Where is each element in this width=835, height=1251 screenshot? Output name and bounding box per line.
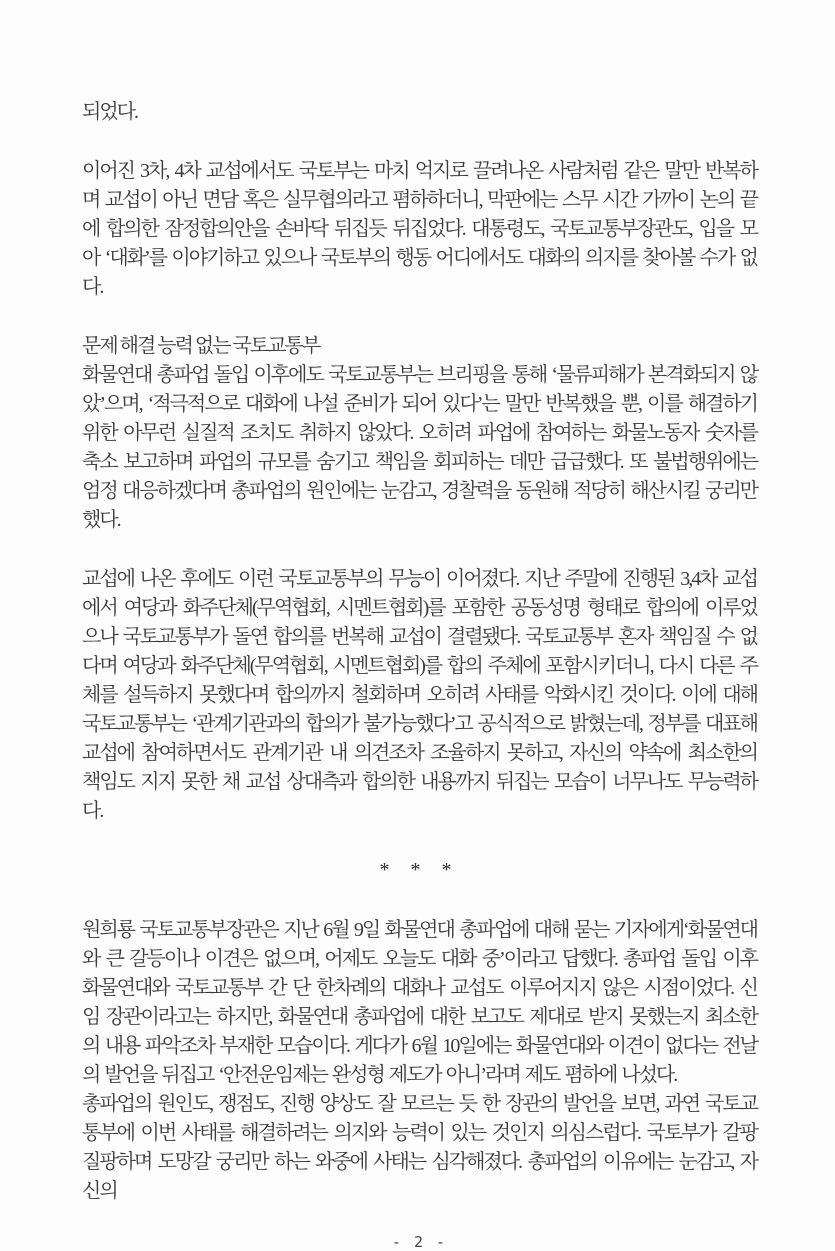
page-number: - 2 - — [391, 1233, 448, 1251]
paragraph-carryover: 되었다. — [82, 101, 137, 123]
paragraph-breakdown: 교섭에 나온 후에도 이런 국토교통부의 무능이 이어졌다. 지난 주말에 진행된 3,4차 교섭에서 여당과 화주단체(무역협회, 시멘트협회)를 포함한 공동성명 형태로 합의에 이루었으나 국토교통부가 돌연 합의를 번복해 교섭이 결렬됐다. 국토교통부 혼자 책임질 수 없다며 여당과 화주단체(무역협회, 시멘트협회)를 합의 주체에 포함시키더니, 다시 다른 주체를 설득하지 못했다며 합의까지 철회하며 오히려 사태를 악화시킨 것이다. 이에 대해 국토교통부는 ‘관계기관과의 합의가 불가능했다’고 공식적으로 밝혔는데, 정부를 대표해 교섭에 참여하면서도 관계기관 내 의견조차 조율하지 못하고, 자신의 약속에 최소한의 책임도 지지 못한 채 교섭 상대측과 합의한 내용까지 뒤집는 모습이 너무나도 무능력하다. — [82, 568, 757, 822]
paragraph-briefing: 화물연대 총파업 돌입 이후에도 국토교통부는 브리핑을 통해 ‘물류피해가 본격화되지 않았’으며, ‘적극적으로 대화에 나설 준비가 되어 있다’는 말만 반복했을 뿐, 이를 해결하기 위한 아무런 실질적 조치도 취하지 않았다. 오히려 파업에 참여하는 화물노동자 숫자를 축소 보고하며 파업의 규모를 숨기고 책임을 회피하는 데만 급급했다. 또 불법행위에는 엄정 대응하겠다며 총파업의 원인에는 눈감고, 경찰력을 동원해 적당히 해산시킬 궁리만 했다. — [82, 364, 757, 531]
section-heading: 문제 해결 능력 없는 국토교통부 — [82, 335, 320, 357]
paragraph-negotiations: 이어진 3차, 4차 교섭에서도 국토부는 마치 억지로 끌려나온 사람처럼 같은 말만 반복하며 교섭이 아닌 면담 혹은 실무협의라고 폄하하더니, 막판에는 스무 시간 가까이 논의 끝에 합의한 잠정합의안을 손바닥 뒤집듯 뒤집었다. 대통령도, 국토교통부장관도, 입을 모아 ‘대화’를 이야기하고 있으나 국토부의 행동 어디에서도 대화의 의지를 찾아볼 수가 없다. — [82, 160, 757, 298]
paragraph-doubt: 총파업의 원인도, 쟁점도, 진행 양상도 잘 모르는 듯 한 장관의 발언을 보면, 과연 국토교통부에 이번 사태를 해결하려는 의지와 능력이 있는 것인지 의심스럽다. 국토부가 갈팡질팡하며 도망갈 궁리만 하는 와중에 사태는 심각해졌다. 총파업의 이유에는 눈감고, 자신의 — [82, 1093, 757, 1202]
section-divider: * * * — [379, 859, 460, 881]
paragraph-minister: 원희룡 국토교통부장관은 지난 6월 9일 화물연대 총파업에 대해 묻는 기자에게‘화물연대와 큰 갈등이나 이견은 없으며, 어제도 오늘도 대화 중’이라고 답했다. 총파업 돌입 이후 화물연대와 국토교통부 간 단 한차례의 대화나 교섭도 이루어지지 않은 시점이었다. 신임 장관이라고는 하지만, 화물연대 총파업에 대한 보고도 제대로 받지 못했는지 최소한의 내용 파악조차 부재한 모습이다. 게다가 6월 10일에는 화물연대와 이견이 없다는 전날의 발언을 뒤집고 ‘안전운임제는 완성형 제도가 아니’라며 제도 폄하에 나섰다. — [82, 919, 757, 1086]
